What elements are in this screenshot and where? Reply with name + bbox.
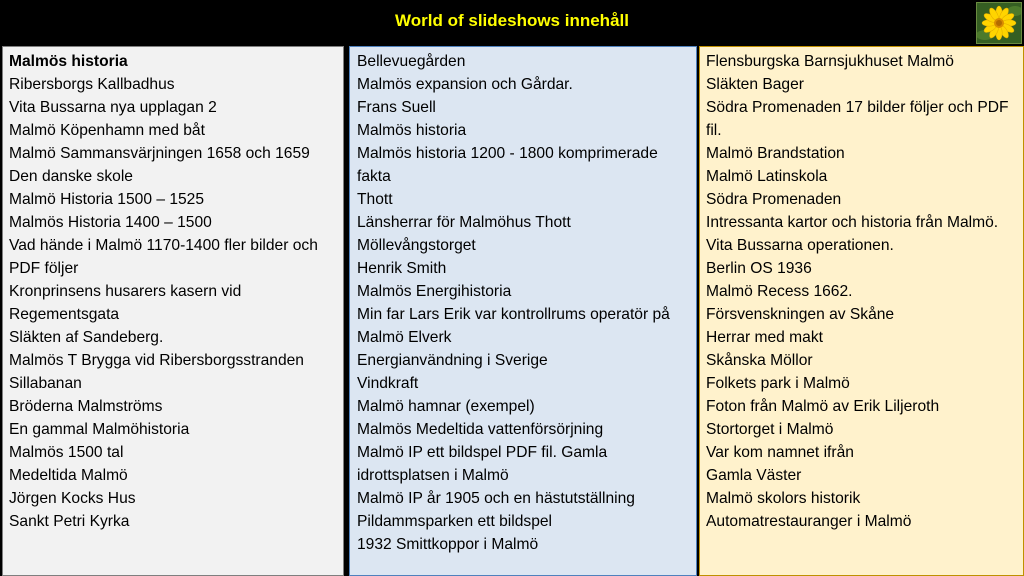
list-item[interactable]: Berlin OS 1936 [706,260,812,277]
yellow-flower-icon [976,2,1022,44]
list-item[interactable]: Vita Bussarna nya upplagan 2 [9,99,217,116]
list-item[interactable]: Släkten af Sandeberg. [9,329,164,346]
list-item[interactable]: Malmö IP ett bildspel PDF fil. Gamla idrottsplatsen i Malmö [357,444,608,484]
list-item[interactable]: Malmö hamnar (exempel) [357,398,535,415]
list-item[interactable]: Henrik Smith [357,260,447,277]
list-item[interactable]: Malmös Medeltida vattenförsörjning [357,421,604,438]
list-item[interactable]: Min far Lars Erik var kontrollrums operatör på Malmö Elverk [357,306,670,346]
title-bar [0,0,1024,44]
list-item[interactable]: Vindkraft [357,375,419,392]
list-item[interactable]: Malmö Köpenhamn med båt [9,122,205,139]
list-item[interactable]: Malmö Latinskola [706,168,828,185]
right-column [699,46,1024,576]
list-item[interactable]: Bröderna Malmströms [9,398,163,415]
list-item[interactable]: Malmö skolors historik [706,490,861,507]
middle-column [349,46,697,576]
list-item[interactable]: En gammal Malmöhistoria [9,421,190,438]
list-item[interactable]: Malmös T Brygga vid Ribersborgsstranden [9,352,304,369]
list-item[interactable]: Frans Suell [357,99,436,116]
list-item[interactable]: Malmö Recess 1662. [706,283,853,300]
list-item[interactable]: Malmös 1500 tal [9,444,124,461]
list-item[interactable]: Ribersborgs Kallbadhus [9,76,175,93]
list-item[interactable]: Skånska Möllor [706,352,813,369]
list-item[interactable]: Thott [357,191,393,208]
list-item[interactable]: Vad hände i Malmö 1170-1400 fler bilder och PDF följer [9,237,318,277]
list-item[interactable]: Södra Promenaden 17 bilder följer och PDF fil. [706,99,1009,139]
list-item[interactable]: Länsherrar för Malmöhus Thott [357,214,571,231]
list-item[interactable]: Gamla Väster [706,467,802,484]
list-item[interactable]: Energianvändning i Sverige [357,352,548,369]
list-item[interactable]: Kronprinsens husarers kasern vid Regementsgata [9,283,242,323]
list-item[interactable]: Malmö Sammansvärjningen 1658 och 1659 [9,145,310,162]
list-item[interactable]: Var kom namnet ifrån [706,444,854,461]
left-column [2,46,344,576]
list-item[interactable]: Malmö IP år 1905 och en hästutställning [357,490,635,507]
list-item[interactable]: Sankt Petri Kyrka [9,513,130,530]
list-item[interactable]: Vita Bussarna operationen. [706,237,894,254]
list-item[interactable]: Sillabanan [9,375,82,392]
list-item[interactable]: Malmös Historia 1400 – 1500 [9,214,212,231]
list-item[interactable]: Möllevångstorget [357,237,476,254]
list-item[interactable]: Bellevuegården [357,53,466,70]
list-item[interactable]: Malmös expansion och Gårdar. [357,76,573,93]
list-item[interactable]: Jörgen Kocks Hus [9,490,136,507]
slide-title: World of slideshows innehåll [395,11,629,30]
list-item[interactable]: Malmös historia [9,53,128,70]
list-item[interactable]: Malmös historia [357,122,467,139]
list-item[interactable]: Försvenskningen av Skåne [706,306,895,323]
list-item[interactable]: Södra Promenaden [706,191,842,208]
list-item[interactable]: Malmö Brandstation [706,145,845,162]
list-item[interactable]: Malmös historia 1200 - 1800 komprimerade fakta [357,145,658,185]
list-item[interactable]: Malmös Energihistoria [357,283,512,300]
list-item[interactable]: Släkten Bager [706,76,804,93]
list-item[interactable]: Malmö Historia 1500 – 1525 [9,191,205,208]
list-item[interactable]: Pildammsparken ett bildspel [357,513,553,530]
list-item[interactable]: Stortorget i Malmö [706,421,834,438]
list-item[interactable]: Intressanta kartor och historia från Malmö. [706,214,999,231]
list-item[interactable]: Automatrestauranger i Malmö [706,513,912,530]
list-item[interactable]: Foton från Malmö av Erik Liljeroth [706,398,940,415]
list-item[interactable]: Den danske skole [9,168,133,185]
list-item[interactable]: Flensburgska Barnsjukhuset Malmö [706,53,954,70]
list-item[interactable]: 1932 Smittkoppor i Malmö [357,536,539,553]
list-item[interactable]: Folkets park i Malmö [706,375,850,392]
list-item[interactable]: Herrar med makt [706,329,823,346]
list-item[interactable]: Medeltida Malmö [9,467,128,484]
